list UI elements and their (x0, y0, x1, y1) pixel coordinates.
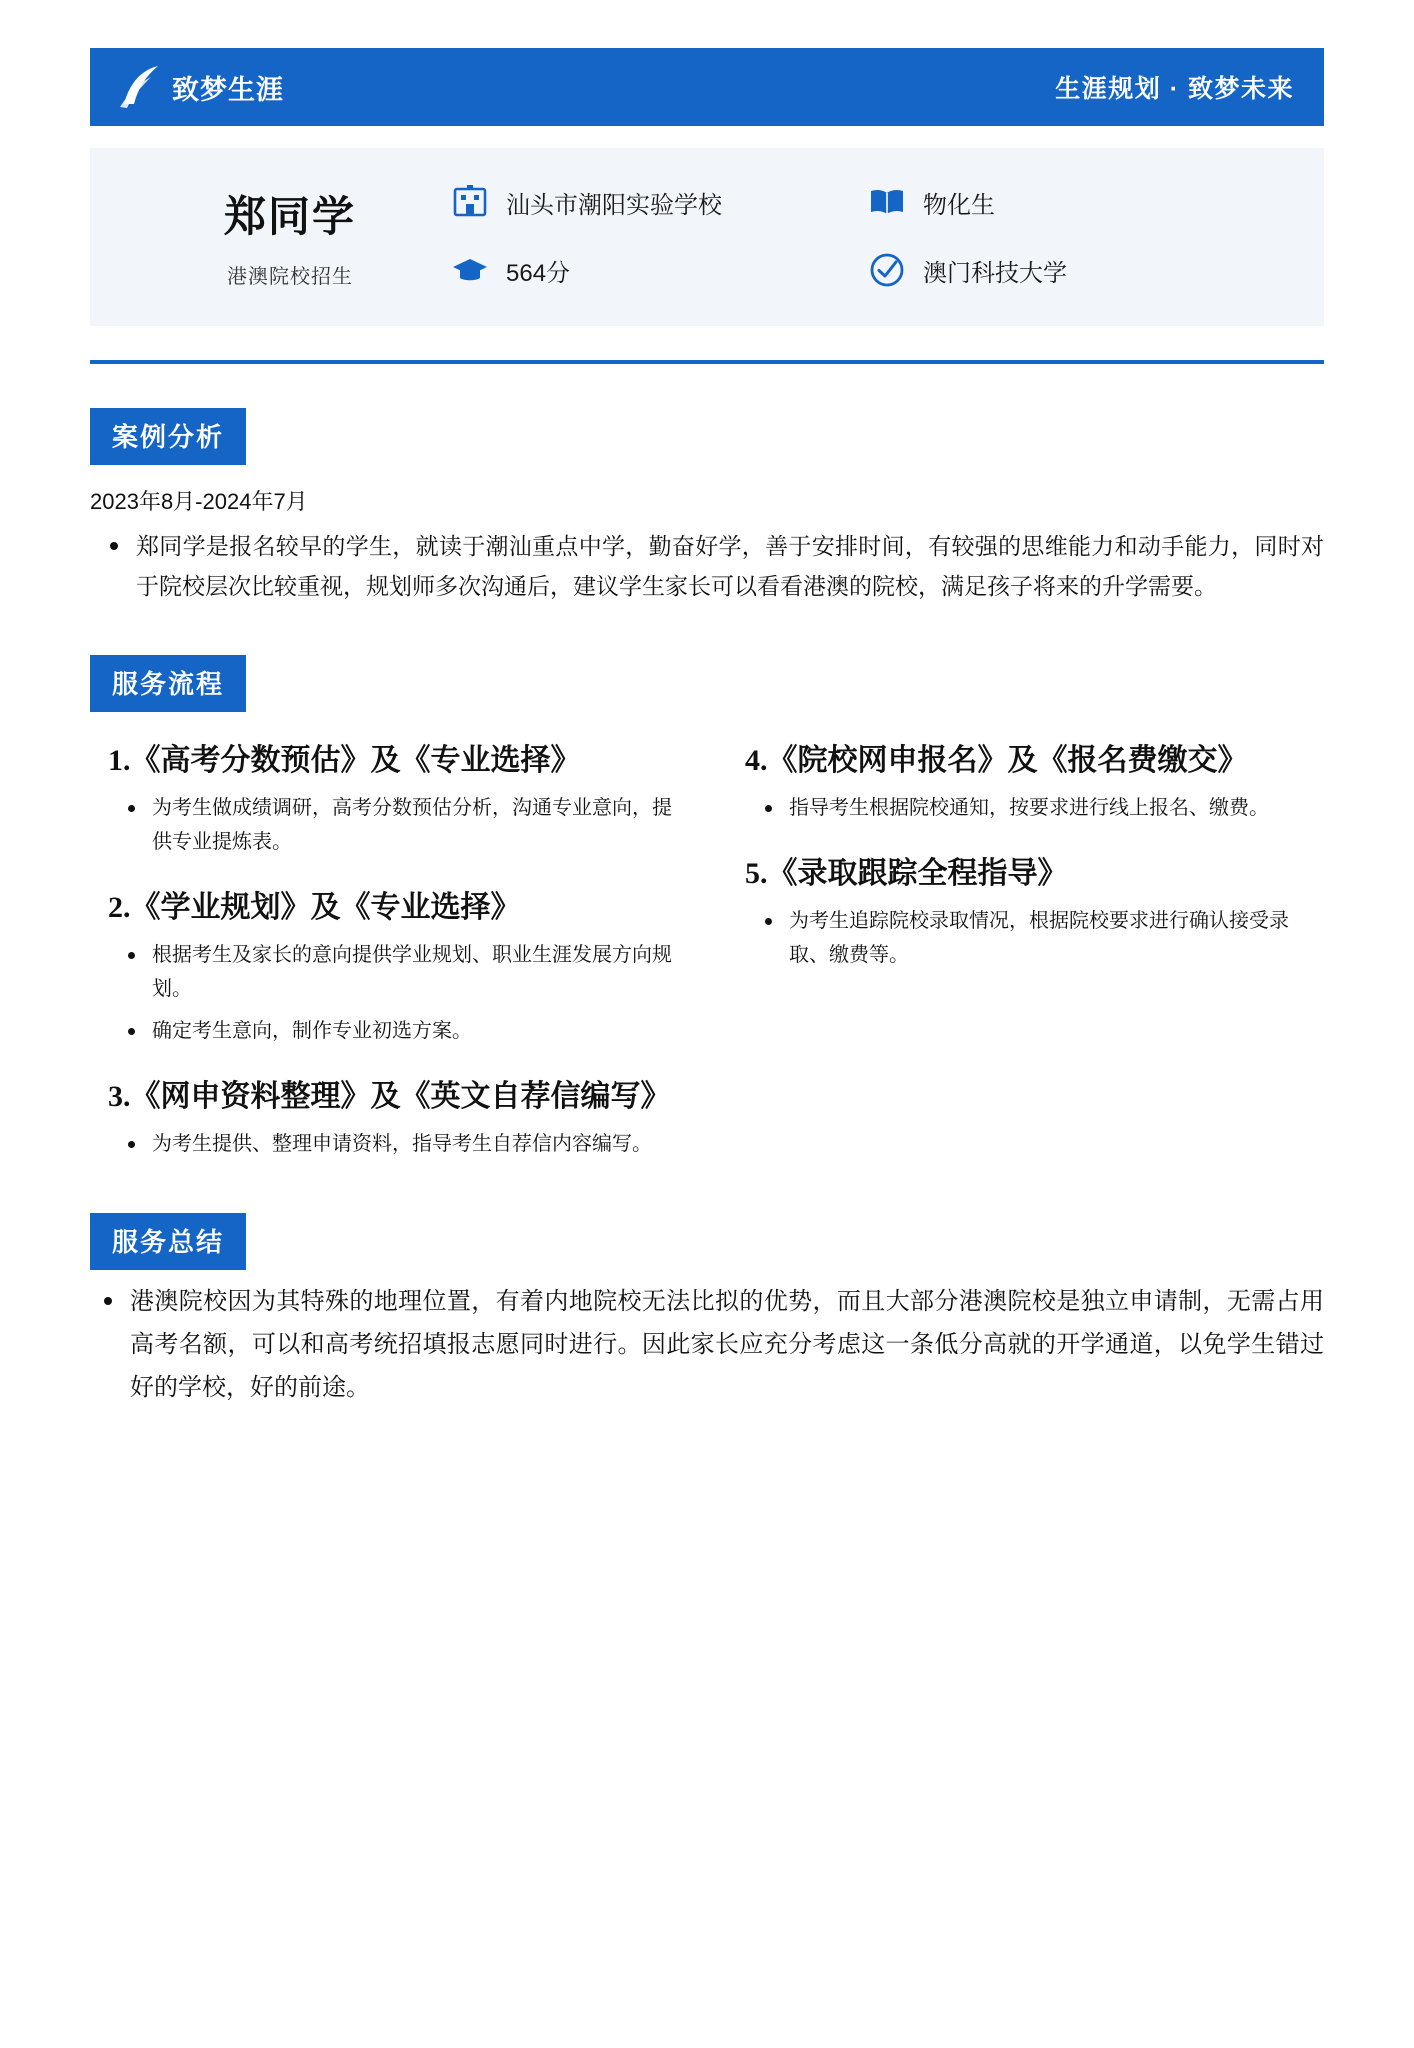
section-case-analysis (90, 364, 1324, 607)
list-item: 为考生做成绩调研，高考分数预估分析，沟通专业意向，提供专业提炼表。 (152, 791, 687, 859)
document-page (0, 48, 1414, 2048)
service-flow-right-column (727, 738, 1324, 1169)
brand (118, 64, 284, 110)
service-summary-tag: 服务总结 (90, 1213, 246, 1270)
info-score-text: 564分 (506, 259, 571, 287)
flow-step-title: 1.《高考分数预估》及《专业选择》 (108, 743, 581, 777)
list-item: 根据考生及家长的意向提供学业规划、职业生涯发展方向规划。 (152, 938, 687, 1006)
flow-step-title: 5.《录取跟踪全程指导》 (745, 856, 1068, 890)
list-item: 为考生提供、整理申请资料，指导考生自荐信内容编写。 (152, 1127, 687, 1161)
info-subjects-text: 物化生 (923, 191, 995, 219)
flow-step-list (90, 938, 687, 1048)
service-flow-columns (90, 738, 1324, 1169)
flow-step-list (727, 791, 1324, 825)
case-analysis-tag: 案例分析 (90, 408, 246, 465)
list-item: 为考生追踪院校录取情况，根据院校要求进行确认接受录取、缴费等。 (789, 904, 1324, 972)
flow-step-list (727, 904, 1324, 972)
info-university-text: 澳门科技大学 (923, 259, 1067, 287)
case-analysis-date: 2023年8月-2024年7月 (90, 489, 308, 514)
brand-name: 致梦生涯 (172, 74, 284, 105)
info-item-school (450, 182, 867, 222)
service-flow-left-column (90, 738, 687, 1169)
flow-step-title: 4.《院校网申报名》及《报名费缴交》 (745, 743, 1248, 777)
student-name: 郑同学 (223, 192, 356, 240)
flow-step-list (90, 1127, 687, 1161)
info-item-subjects (867, 182, 1284, 222)
info-school-text: 汕头市潮阳实验学校 (506, 191, 722, 219)
open-book-icon (867, 182, 907, 222)
list-item: 指导考生根据院校通知，按要求进行线上报名、缴费。 (789, 791, 1324, 825)
list-item: 确定考生意向，制作专业初选方案。 (152, 1014, 687, 1048)
profile-identity (130, 184, 450, 289)
flow-step-title: 2.《学业规划》及《专业选择》 (108, 890, 521, 924)
section-service-flow (90, 611, 1324, 1169)
check-circle-icon (867, 250, 907, 290)
list-item: 郑同学是报名较早的学生，就读于潮汕重点中学，勤奋好学，善于安排时间，有较强的思维能力和动手能力，同时对于院校层次比较重视，规划师多次沟通后，建议学生家长可以看看港澳的院校，满足孩子将来的升学需要。 (136, 526, 1324, 607)
info-item-score (450, 250, 867, 290)
graduation-cap-icon (450, 250, 490, 290)
swoosh-logo-icon (118, 64, 162, 110)
school-building-icon (450, 182, 490, 222)
section-service-summary (90, 1169, 1324, 1410)
page-header (90, 48, 1324, 126)
flow-step-title: 3.《网申资料整理》及《英文自荐信编写》 (108, 1079, 671, 1113)
case-analysis-list (90, 526, 1324, 607)
student-track: 港澳院校招生 (227, 265, 353, 288)
profile-info-grid (450, 182, 1284, 290)
service-summary-list (90, 1280, 1324, 1410)
info-item-university (867, 250, 1284, 290)
student-profile-card (90, 148, 1324, 326)
flow-step-list (90, 791, 687, 859)
service-flow-tag: 服务流程 (90, 655, 246, 712)
header-slogan: 生涯规划 · 致梦未来 (1055, 75, 1294, 103)
list-item: 港澳院校因为其特殊的地理位置，有着内地院校无法比拟的优势，而且大部分港澳院校是独立申请制，无需占用高考名额，可以和高考统招填报志愿同时进行。因此家长应充分考虑这一条低分高就的开学通道，以免学生错过好的学校，好的前途。 (130, 1280, 1324, 1410)
